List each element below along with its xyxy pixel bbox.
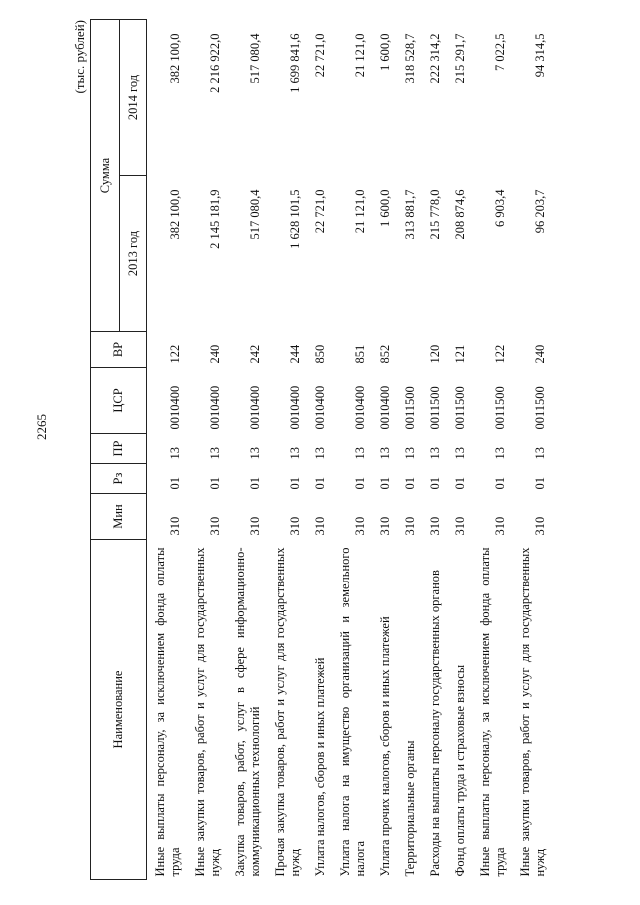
table-row xyxy=(187,20,227,880)
row-csr: 0011500 xyxy=(453,386,467,430)
units-label: (тыс. рублей) xyxy=(72,20,87,94)
row-csr: 0010400 xyxy=(168,385,182,430)
table-row xyxy=(372,20,397,880)
row-rz: 01 xyxy=(493,477,507,490)
row-rz: 01 xyxy=(533,477,547,490)
row-sum-2013: 96 203,7 xyxy=(533,189,547,234)
row-name: Иные выплаты персоналу, за исключением фонда оплаты труда xyxy=(478,547,507,877)
row-rz: 01 xyxy=(453,477,467,490)
row-sum-2014: 94 314,5 xyxy=(533,33,547,78)
row-pr: 13 xyxy=(453,447,467,460)
col-header-rz: Рз xyxy=(91,464,147,494)
row-sum-2013: 1 628 101,5 xyxy=(288,189,302,249)
row-min: 310 xyxy=(208,516,222,536)
table-row xyxy=(447,20,472,880)
row-rz: 01 xyxy=(288,477,302,490)
table-row xyxy=(147,20,188,880)
row-vr: 850 xyxy=(313,344,327,364)
row-min: 310 xyxy=(533,516,547,536)
row-vr: 244 xyxy=(288,344,302,364)
row-min: 310 xyxy=(403,516,417,536)
row-vr: 240 xyxy=(208,344,222,364)
row-rz: 01 xyxy=(168,477,182,490)
row-sum-2013: 382 100,0 xyxy=(168,189,182,240)
table-row xyxy=(267,20,307,880)
table-row xyxy=(512,20,552,880)
row-name: Иные закупки товаров, работ и услуг для государственных нужд xyxy=(518,547,547,877)
row-rz: 01 xyxy=(403,477,417,490)
row-vr xyxy=(397,332,422,368)
row-pr: 13 xyxy=(353,447,367,460)
row-min: 310 xyxy=(353,516,367,536)
row-name: Территориальные органы xyxy=(403,740,417,877)
row-sum-2013: 6 903,4 xyxy=(493,189,507,227)
col-header-pr: ПР xyxy=(91,434,147,464)
table-row xyxy=(227,20,267,880)
row-vr: 120 xyxy=(428,344,442,364)
header-row xyxy=(91,20,120,880)
row-vr: 240 xyxy=(533,344,547,364)
row-name: Уплата прочих налогов, сборов и иных платежей xyxy=(378,616,392,877)
col-header-min: Мин xyxy=(91,494,147,540)
row-min: 310 xyxy=(428,516,442,536)
row-rz: 01 xyxy=(248,477,262,490)
row-min: 310 xyxy=(248,516,262,536)
row-pr: 13 xyxy=(533,447,547,460)
row-pr: 13 xyxy=(378,447,392,460)
row-pr: 13 xyxy=(403,447,417,460)
row-rz: 01 xyxy=(378,477,392,490)
row-sum-2014: 1 699 841,6 xyxy=(288,33,302,93)
row-csr: 0011500 xyxy=(533,386,547,430)
row-name: Фонд оплаты труда и страховые взносы xyxy=(453,664,467,877)
row-pr: 13 xyxy=(288,447,302,460)
row-sum-2014: 215 291,7 xyxy=(453,33,467,84)
row-csr: 0010400 xyxy=(288,385,302,430)
row-sum-2014: 318 528,7 xyxy=(403,33,417,84)
row-min: 310 xyxy=(168,516,182,536)
row-csr: 0011500 xyxy=(403,386,417,430)
row-vr: 242 xyxy=(248,344,262,364)
col-header-csr: ЦСР xyxy=(91,368,147,434)
row-min: 310 xyxy=(493,516,507,536)
row-sum-2014: 21 121,0 xyxy=(353,33,367,78)
row-rz: 01 xyxy=(428,477,442,490)
row-pr: 13 xyxy=(313,447,327,460)
row-name: Закупка товаров, работ, услуг в сфере информационно-коммуникационных технологий xyxy=(233,547,262,877)
row-vr: 852 xyxy=(378,344,392,364)
row-sum-2014: 222 314,2 xyxy=(428,33,442,84)
row-sum-2013: 21 121,0 xyxy=(353,189,367,234)
row-sum-2013: 2 145 181,9 xyxy=(208,189,222,249)
budget-table xyxy=(90,19,552,880)
row-csr: 0010400 xyxy=(378,385,392,430)
row-min: 310 xyxy=(313,516,327,536)
row-sum-2013: 208 874,6 xyxy=(453,189,467,240)
row-sum-2014: 22 721,0 xyxy=(313,33,327,78)
row-vr: 122 xyxy=(493,344,507,364)
row-rz: 01 xyxy=(208,477,222,490)
table-row xyxy=(307,20,332,880)
col-header-2013: 2013 год xyxy=(120,176,147,332)
row-csr: 0010400 xyxy=(313,385,327,430)
row-sum-2013: 313 881,7 xyxy=(403,189,417,240)
budget-sheet xyxy=(72,20,600,880)
row-sum-2014: 517 080,4 xyxy=(248,33,262,84)
row-name: Уплата налога на имущество организаций и земельного налога xyxy=(338,547,367,877)
col-header-name: Наименование xyxy=(91,540,147,880)
row-vr: 121 xyxy=(453,344,467,364)
row-csr: 0010400 xyxy=(248,385,262,430)
col-header-2014: 2014 год xyxy=(120,20,147,176)
row-name: Уплата налогов, сборов и иных платежей xyxy=(313,657,327,877)
table-row xyxy=(422,20,447,880)
row-name: Расходы на выплаты персоналу государственных органов xyxy=(428,570,442,877)
table-row xyxy=(397,20,422,880)
row-csr: 0011500 xyxy=(428,386,442,430)
col-header-vr: ВР xyxy=(91,332,147,368)
row-sum-2014: 382 100,0 xyxy=(168,33,182,84)
row-rz: 01 xyxy=(313,477,327,490)
row-pr: 13 xyxy=(428,447,442,460)
row-rz: 01 xyxy=(353,477,367,490)
row-vr: 122 xyxy=(168,344,182,364)
row-name: Прочая закупка товаров, работ и услуг для государственных нужд xyxy=(273,547,302,877)
row-pr: 13 xyxy=(168,447,182,460)
table-row xyxy=(472,20,512,880)
row-pr: 13 xyxy=(208,447,222,460)
page-number: 2265 xyxy=(34,414,49,440)
row-sum-2013: 517 080,4 xyxy=(248,189,262,240)
table-row xyxy=(332,20,372,880)
row-sum-2013: 22 721,0 xyxy=(313,189,327,234)
row-sum-2013: 1 600,0 xyxy=(378,189,392,227)
row-sum-2013: 215 778,0 xyxy=(428,189,442,240)
row-csr: 0010400 xyxy=(208,385,222,430)
row-name: Иные закупки товаров, работ и услуг для государственных нужд xyxy=(193,547,222,877)
row-csr: 0011500 xyxy=(493,386,507,430)
row-pr: 13 xyxy=(248,447,262,460)
row-sum-2014: 7 022,5 xyxy=(493,33,507,71)
row-csr: 0010400 xyxy=(353,385,367,430)
row-min: 310 xyxy=(378,516,392,536)
row-name: Иные выплаты персоналу, за исключением фонда оплаты труда xyxy=(153,547,182,877)
row-sum-2014: 1 600,0 xyxy=(378,33,392,71)
row-min: 310 xyxy=(453,516,467,536)
row-vr: 851 xyxy=(353,344,367,364)
row-min: 310 xyxy=(288,516,302,536)
row-pr: 13 xyxy=(493,447,507,460)
col-header-sum: Сумма xyxy=(91,20,120,332)
row-sum-2014: 2 216 922,0 xyxy=(208,33,222,93)
